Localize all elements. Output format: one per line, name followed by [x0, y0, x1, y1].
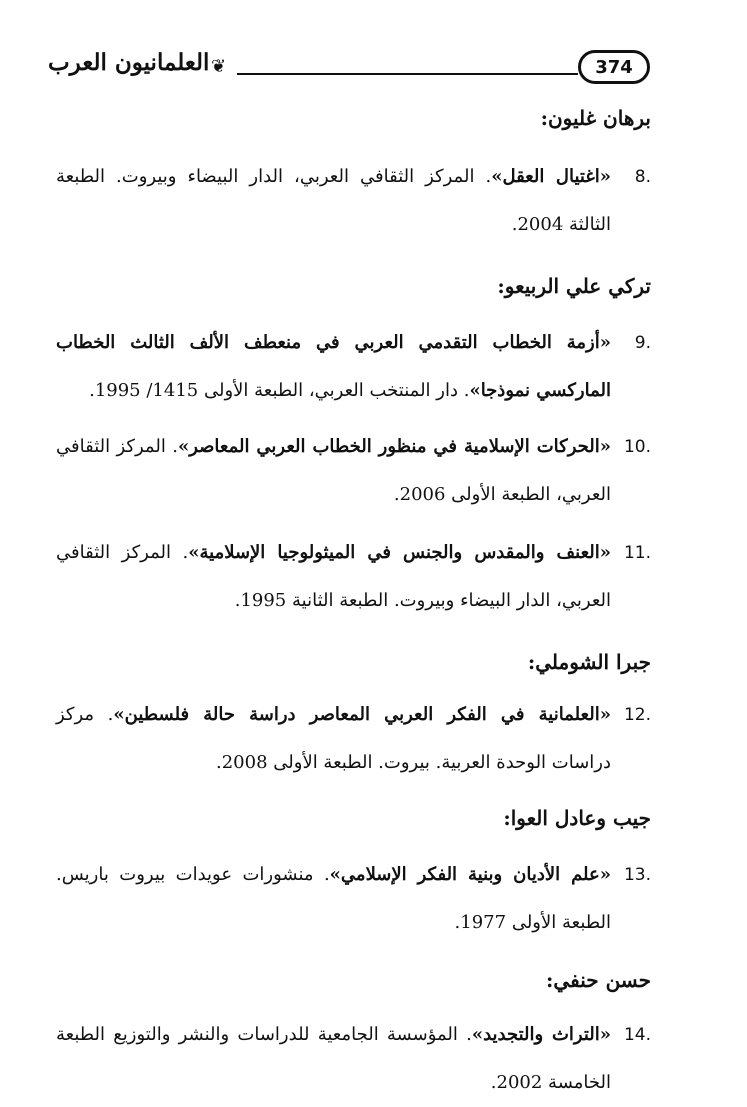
entry-number: 9.	[634, 333, 651, 353]
entry-publication: . المركز الثقافي العربي، الدار البيضاء وبيروت. الطبعة الثالثة 2004.	[56, 166, 611, 235]
bibliography-entry	[56, 319, 651, 415]
entry-publication: . دار المنتخب العربي، الطبعة الأولى 1415/ 1995.	[89, 380, 470, 401]
author-heading: تركي علي الربيعو:	[497, 274, 651, 298]
entry-title: «علم الأديان وبنية الفكر الإسلامي»	[329, 864, 611, 885]
entry-text	[56, 319, 611, 415]
entry-publication: . المركز الثقافي العربي، الطبعة الأولى 2006.	[56, 436, 611, 505]
entry-number: 10.	[623, 437, 651, 457]
entry-title: «أزمة الخطاب التقدمي العربي في منعطف الألف الثالث الخطاب الماركسي نموذجا»	[56, 332, 611, 401]
entry-publication: . مركز دراسات الوحدة العربية. بيروت. الطبعة الأولى 2008.	[56, 704, 611, 773]
header-rule	[237, 73, 578, 75]
bibliography-entry	[56, 1011, 651, 1107]
floral-ornament-icon: ❦	[211, 56, 227, 77]
page-header	[48, 48, 650, 102]
entry-number: 12.	[623, 705, 651, 725]
entry-title: «التراث والتجديد»	[471, 1024, 611, 1045]
bibliography-entry	[56, 529, 651, 625]
bibliography-entry	[56, 153, 651, 249]
bibliography-entry	[56, 851, 651, 947]
entry-publication: . المؤسسة الجامعية للدراسات والنشر والتوزيع الطبعة الخامسة 2002.	[56, 1024, 611, 1093]
bibliography-entry	[56, 423, 651, 519]
entry-text	[56, 529, 611, 625]
author-heading: جيب وعادل العوا:	[503, 806, 651, 830]
author-heading: برهان غليون:	[540, 106, 651, 130]
author-heading: جبرا الشوملي:	[527, 650, 651, 674]
entry-text	[56, 1011, 611, 1107]
author-heading: حسن حنفي:	[546, 968, 651, 992]
entry-text	[56, 153, 611, 249]
entry-number: 13.	[623, 865, 651, 885]
entry-number: 8.	[634, 167, 651, 187]
entry-text	[56, 423, 611, 519]
entry-title: «الحركات الإسلامية في منظور الخطاب العربي المعاصر»	[177, 436, 611, 457]
entry-text	[56, 691, 611, 787]
bibliography-entry	[56, 691, 651, 787]
book-title: العلمانيون العرب	[48, 49, 210, 76]
entry-publication: . المركز الثقافي العربي، الدار البيضاء وبيروت. الطبعة الثانية 1995.	[56, 542, 611, 611]
entry-text	[56, 851, 611, 947]
page-number-badge	[578, 50, 650, 84]
bibliography-list	[56, 105, 651, 1107]
entry-title: «العلمانية في الفكر العربي المعاصر دراسة حالة فلسطين»	[113, 704, 611, 725]
entry-publication: . منشورات عويدات بيروت باريس. الطبعة الأولى 1977.	[56, 864, 611, 933]
entry-title: «العنف والمقدس والجنس في الميثولوجيا الإسلامية»	[188, 542, 611, 563]
entry-title: «اغتيال العقل»	[491, 166, 611, 187]
page-number: 374	[595, 57, 633, 78]
entry-number: 11.	[623, 543, 651, 563]
entry-number: 14.	[623, 1025, 651, 1045]
